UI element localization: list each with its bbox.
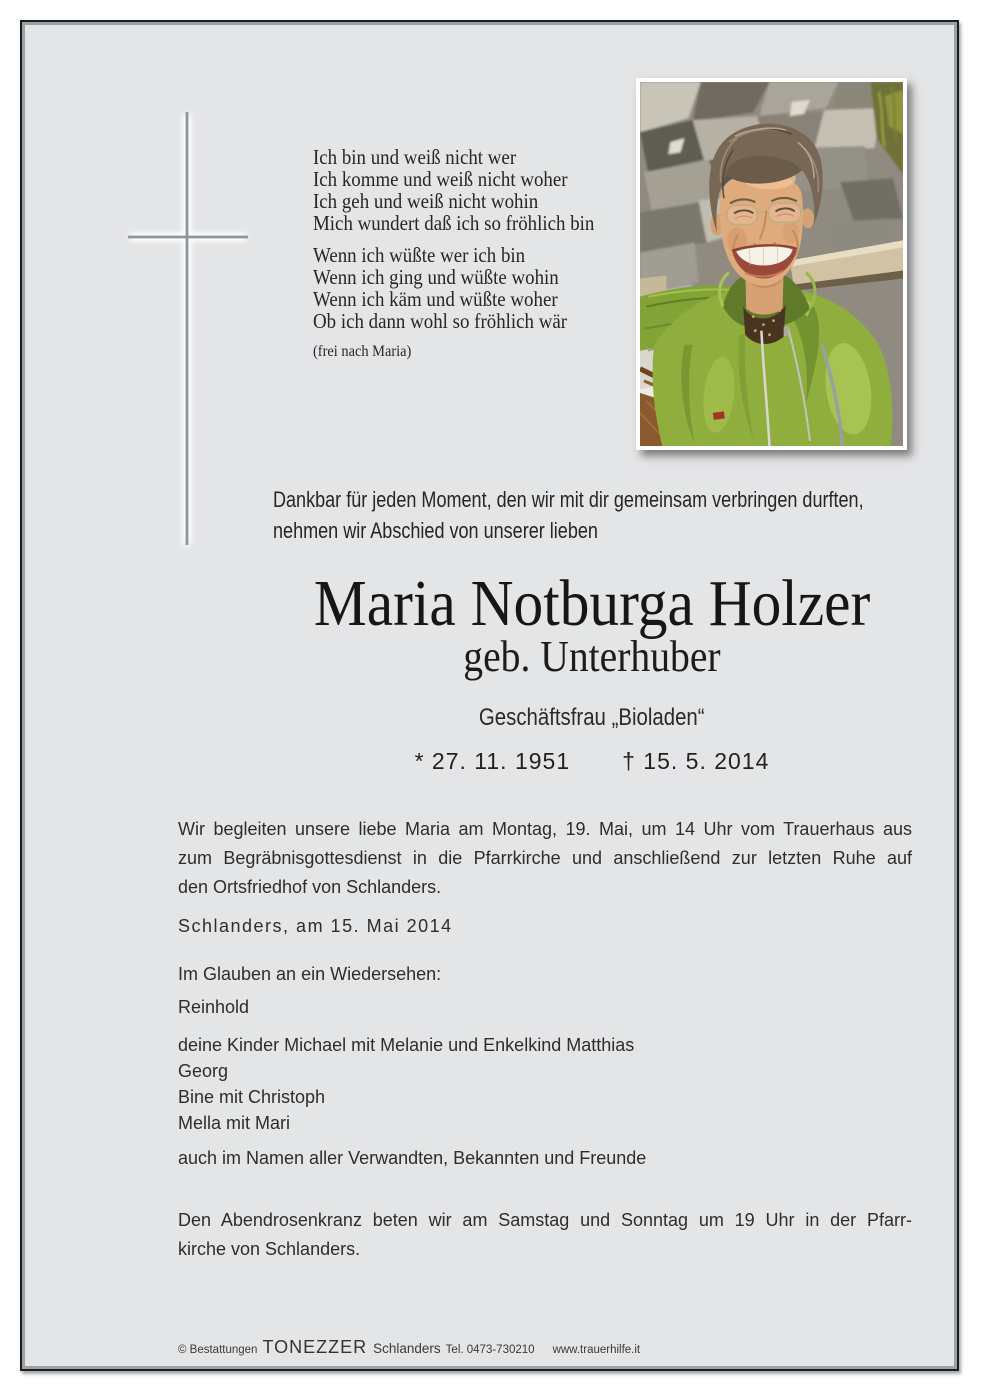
place-date-line: Schlanders, am 15. Mai 2014 [178, 916, 453, 936]
footer-website: www.trauerhilfe.it [552, 1344, 641, 1356]
intro-line: nehmen wir Abschied von unserer lieben [273, 518, 598, 543]
rosary-line: Den Abendrosenkranz beten wir am Samstag und Sonntag um 19 Uhr in der Pfarr- [178, 1210, 912, 1230]
poem-attribution: (frei nach Maria) [313, 343, 412, 360]
poem [313, 146, 594, 363]
funeral-announcement [178, 815, 912, 901]
maiden-name-text: geb. Unterhuber [463, 632, 721, 681]
death-date: † 15. 5. 2014 [622, 748, 770, 774]
footer-phone: Tel. 0473-730210 [445, 1344, 535, 1356]
poem-stanza-2 [313, 244, 594, 332]
intro-line: Dankbar für jeden Moment, den wir mit dir gemeinsam verbringen durften, [273, 487, 864, 512]
announcement-line: den Ortsfriedhof von Schlanders. [178, 876, 442, 897]
footer-company: TONEZZER [262, 1337, 368, 1357]
birth-date: * 27. 11. 1951 [414, 748, 571, 774]
rosary-announcement [178, 1206, 912, 1264]
rosary-line: kirche von Schlanders. [178, 1238, 361, 1259]
footer-copyright: © Bestattungen [178, 1344, 258, 1356]
farewell-heading: Im Glauben an ein Wiedersehen: [178, 964, 442, 984]
family-line: Mella mit Mari [178, 1113, 291, 1133]
poem-line: Wenn ich käm und wüßte woher [313, 287, 558, 311]
poem-line: Ob ich dann wohl so fröhlich wär [313, 309, 568, 333]
funeral-home-footer [178, 1337, 640, 1358]
intro-text [273, 484, 864, 546]
poem-line: Ich bin und weiß nicht wer [313, 145, 517, 169]
mourner-main: Reinhold [178, 997, 250, 1017]
poem-line: Ich geh und weiß nicht wohin [313, 189, 539, 213]
poem-line: Wenn ich ging und wüßte wohin [313, 265, 559, 289]
family-list [178, 1032, 634, 1136]
family-line: deine Kinder Michael mit Melanie und Enkelkind Matthias [178, 1035, 635, 1055]
announcement-line: Wir begleiten unsere liebe Maria am Montag, 19. Mai, um 14 Uhr vom Trauerhaus aus [178, 819, 912, 839]
family-line: Georg [178, 1061, 229, 1081]
portrait-photo-art [640, 82, 903, 446]
family-closing: auch im Namen aller Verwandten, Bekannten und Freunde [178, 1148, 647, 1168]
poem-line: Mich wundert daß ich so fröhlich bin [313, 211, 595, 235]
deceased-name-text: Maria Notburga Holzer [313, 567, 871, 640]
cross-icon [120, 105, 260, 555]
poem-stanza-1 [313, 146, 594, 234]
life-dates [272, 748, 912, 774]
occupation-text: Geschäftsfrau „Bioladen“ [479, 704, 705, 731]
footer-location: Schlanders [373, 1341, 441, 1356]
family-line: Bine mit Christoph [178, 1087, 326, 1107]
maiden-name [272, 634, 912, 680]
poem-line: Wenn ich wüßte wer ich bin [313, 243, 526, 267]
occupation [272, 705, 912, 731]
portrait-photo [636, 78, 907, 450]
deceased-name [272, 567, 912, 640]
announcement-line: zum Begräbnisgottesdienst in die Pfarrkirche und anschließend zur letzten Ruhe auf [178, 847, 912, 868]
poem-line: Ich komme und weiß nicht woher [313, 167, 568, 191]
